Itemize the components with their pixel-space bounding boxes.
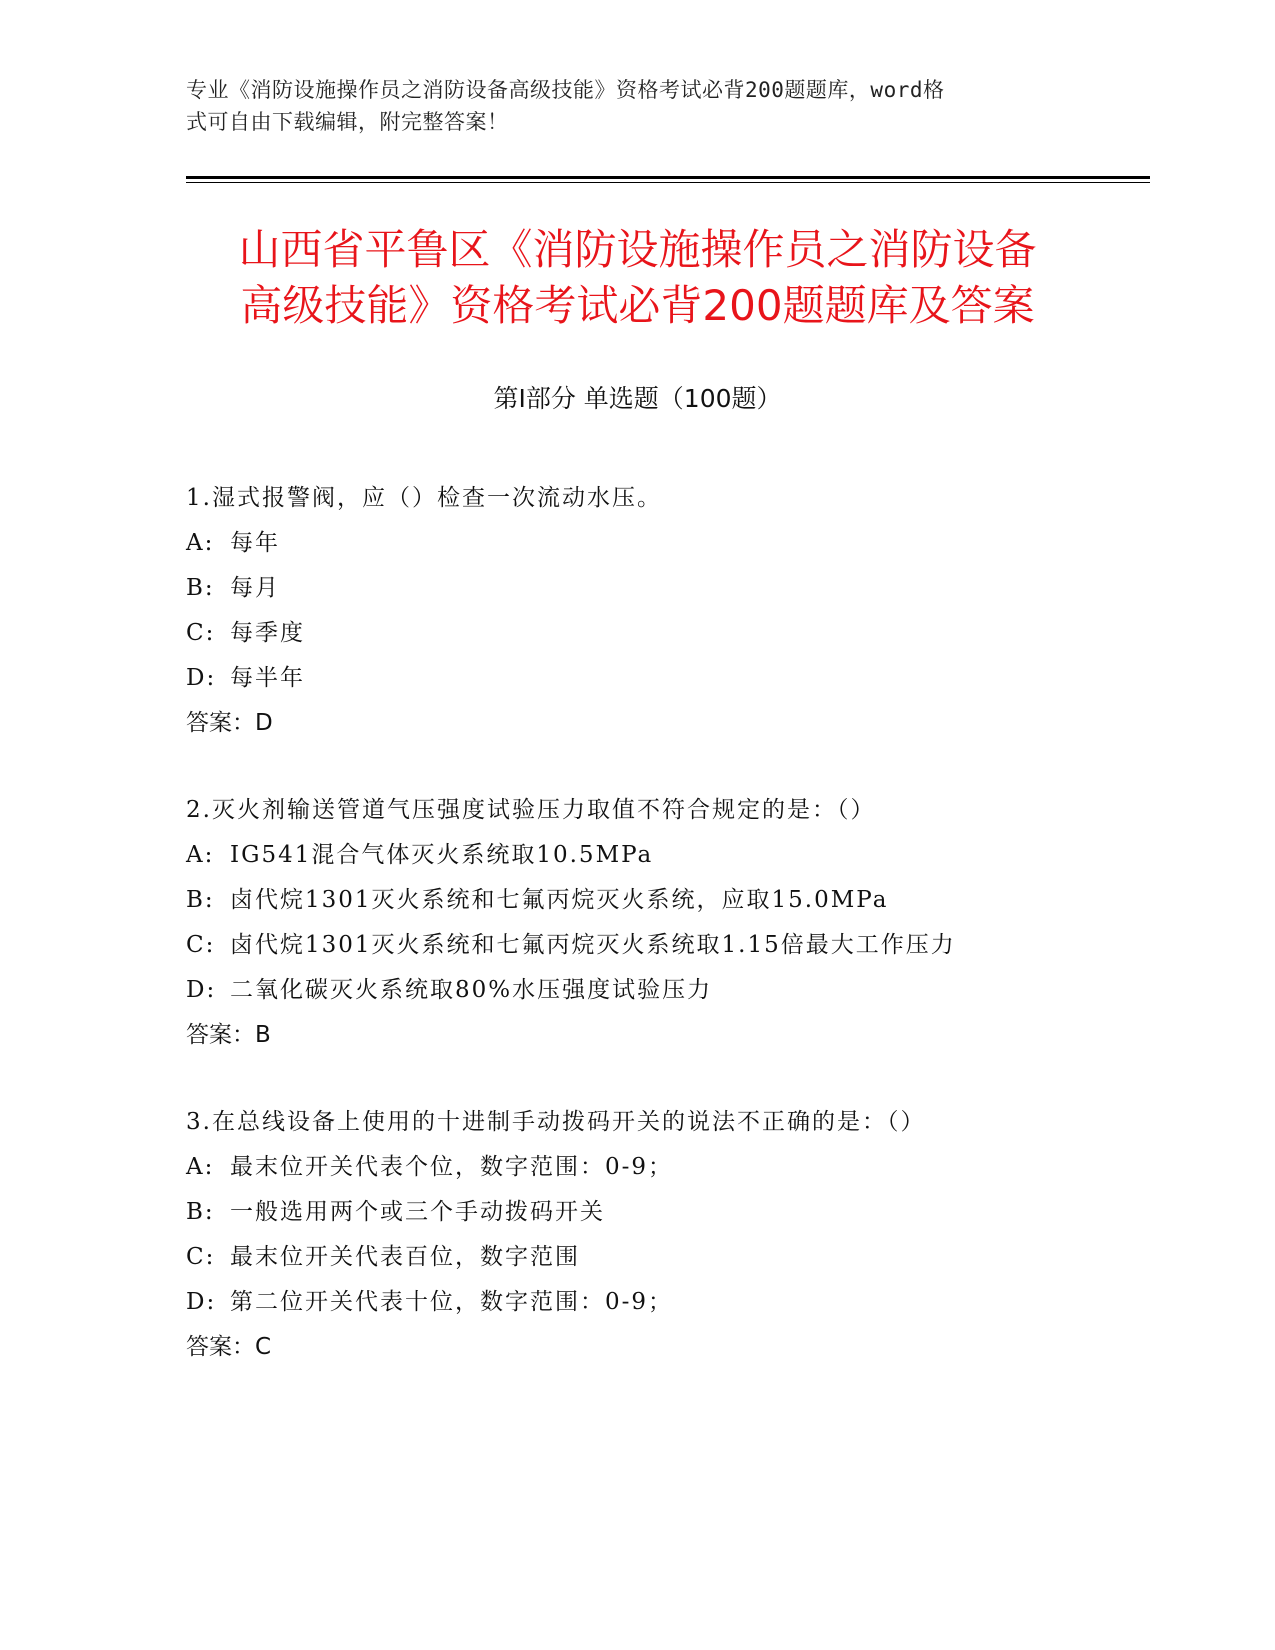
option-a — [186, 1145, 1106, 1190]
question-stem: 2.灭火剂输送管道气压强度试验压力取值不符合规定的是：（） — [186, 797, 876, 823]
option-b — [186, 566, 1106, 611]
option-c — [186, 611, 1106, 656]
option-c — [186, 923, 1106, 968]
option-b — [186, 1190, 1106, 1235]
option-letter: A: — [186, 1154, 215, 1180]
option-text: 一般选用两个或三个手动拨码开关 — [230, 1199, 605, 1225]
header-note-line-1: 专业《消防设施操作员之消防设备高级技能》资格考试必背200题题库，word格 — [186, 78, 945, 102]
option-a — [186, 833, 1106, 878]
question-1 — [186, 476, 1106, 746]
question-3 — [186, 1100, 1106, 1370]
document-title-line-2: 高级技能》资格考试必背200题题库及答案 — [240, 281, 1035, 330]
header-rule-thick — [186, 176, 1150, 179]
answer-line — [186, 1013, 1106, 1058]
section-heading: 第Ⅰ部分 单选题（100题） — [493, 384, 782, 413]
option-letter: D: — [186, 665, 217, 691]
option-text: 每年 — [230, 530, 280, 556]
question-stem: 3.在总线设备上使用的十进制手动拨码开关的说法不正确的是：（） — [186, 1109, 926, 1135]
option-letter: A: — [186, 842, 215, 868]
answer-value: D — [255, 710, 273, 736]
option-d — [186, 968, 1106, 1013]
answer-line — [186, 1325, 1106, 1370]
document-title-line-1: 山西省平鲁区《消防设施操作员之消防设备 — [238, 225, 1037, 274]
answer-label: 答案： — [186, 1334, 255, 1360]
header-note — [186, 74, 1066, 138]
option-letter: C: — [186, 932, 216, 958]
answer-value: C — [255, 1334, 272, 1360]
option-text: 每月 — [230, 575, 280, 601]
option-text: 每半年 — [230, 665, 305, 691]
option-d — [186, 1280, 1106, 1325]
option-text: 最末位开关代表个位，数字范围：0-9； — [230, 1154, 674, 1180]
answer-line — [186, 701, 1106, 746]
option-text: 卤代烷1301灭火系统和七氟丙烷灭火系统，应取15.0MPa — [230, 887, 889, 913]
header-note-line-2: 式可自由下载编辑，附完整答案！ — [186, 110, 509, 134]
option-text: IG541混合气体灭火系统取10.5MPa — [230, 842, 654, 868]
option-text: 卤代烷1301灭火系统和七氟丙烷灭火系统取1.15倍最大工作压力 — [230, 932, 956, 958]
option-d — [186, 656, 1106, 701]
option-a — [186, 521, 1106, 566]
question-list — [186, 476, 1106, 1412]
option-letter: B: — [186, 575, 215, 601]
option-letter: D: — [186, 977, 217, 1003]
option-letter: A: — [186, 530, 215, 556]
option-c — [186, 1235, 1106, 1280]
option-text: 二氧化碳灭火系统取80%水压强度试验压力 — [230, 977, 713, 1003]
option-letter: C: — [186, 620, 216, 646]
option-letter: C: — [186, 1244, 216, 1270]
option-text: 第二位开关代表十位，数字范围：0-9； — [230, 1289, 674, 1315]
option-letter: B: — [186, 887, 215, 913]
option-letter: D: — [186, 1289, 217, 1315]
document-title — [150, 222, 1125, 334]
option-text: 最末位开关代表百位，数字范围 — [230, 1244, 580, 1270]
answer-label: 答案： — [186, 710, 255, 736]
question-stem: 1.湿式报警阀，应（）检查一次流动水压。 — [186, 485, 662, 511]
answer-label: 答案： — [186, 1022, 255, 1048]
option-letter: B: — [186, 1199, 215, 1225]
header-rule-thin — [186, 182, 1150, 183]
option-b — [186, 878, 1106, 923]
answer-value: B — [255, 1022, 271, 1048]
question-2 — [186, 788, 1106, 1058]
option-text: 每季度 — [230, 620, 305, 646]
